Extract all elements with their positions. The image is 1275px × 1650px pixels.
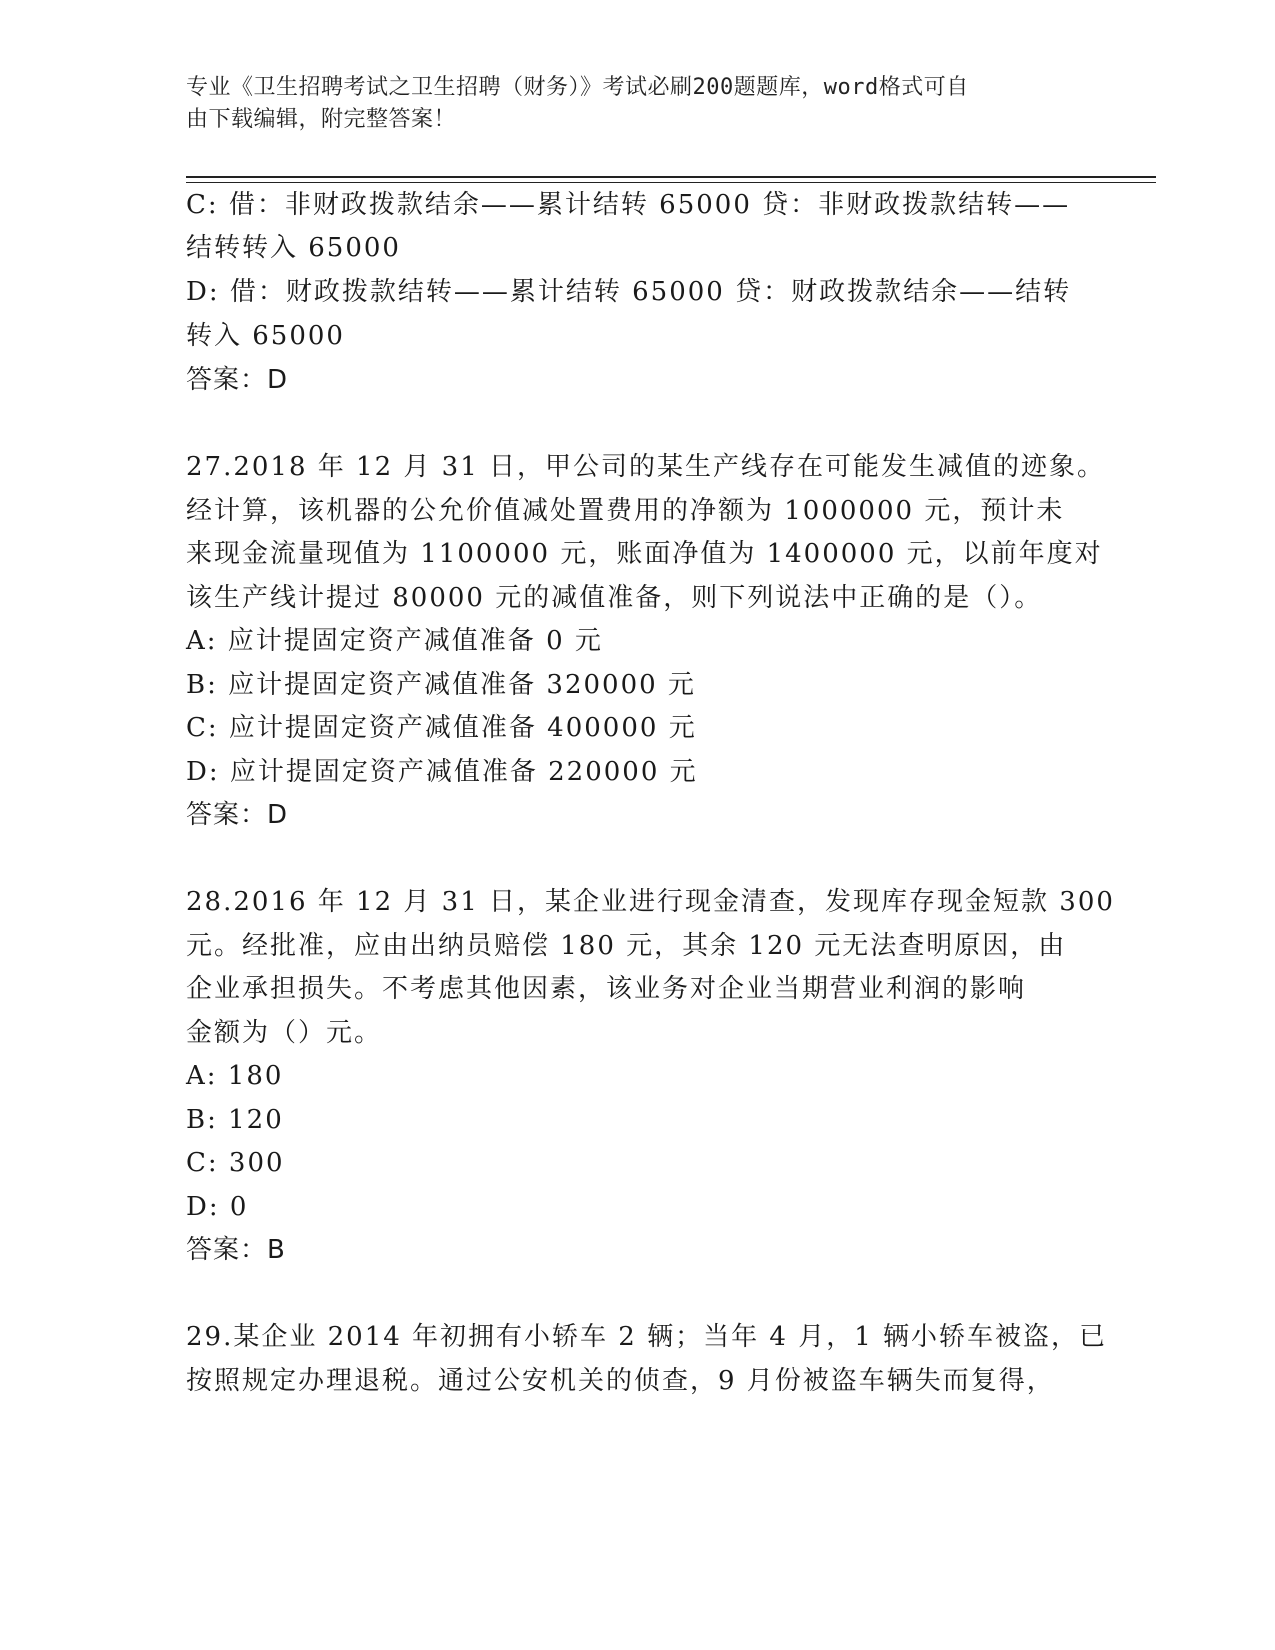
answer-28: 答案：B (186, 1235, 286, 1265)
answer-27: 答案：D (186, 800, 289, 830)
question-27-option-b: B: 应计提固定资产减值准备 320000 元 (186, 670, 696, 700)
header-divider-thick (186, 176, 1156, 178)
question-28-line-4: 金额为（）元。 (186, 1018, 383, 1048)
option-d-line-1: D: 借：财政拨款结转——累计结转 65000 贷：财政拨款结余——结转 (186, 277, 1072, 307)
header-divider-thin (186, 182, 1156, 183)
question-28-option-b: B: 120 (186, 1105, 284, 1135)
question-28-line-3: 企业承担损失。不考虑其他因素，该业务对企业当期营业利润的影响 (186, 974, 1027, 1004)
header-line-2: 由下载编辑，附完整答案！ (186, 107, 457, 132)
question-28-option-a: A: 180 (186, 1061, 284, 1091)
question-28-line-2: 元。经批准，应由出纳员赔偿 180 元，其余 120 元无法查明原因，由 (186, 931, 1067, 961)
question-27-option-c: C: 应计提固定资产减值准备 400000 元 (186, 713, 697, 743)
question-27-option-d: D: 应计提固定资产减值准备 220000 元 (186, 757, 698, 787)
question-28-option-d: D: 0 (186, 1192, 249, 1222)
question-29-line-1: 29.某企业 2014 年初拥有小轿车 2 辆；当年 4 月，1 辆小轿车被盗，已 (186, 1322, 1107, 1352)
header-line-1: 专业《卫生招聘考试之卫生招聘（财务）》考试必刷200题题库，word格式可自 (186, 75, 969, 100)
question-28-option-c: C: 300 (186, 1148, 285, 1178)
option-d-line-2: 转入 65000 (186, 321, 345, 351)
option-c-line-2: 结转转入 65000 (186, 233, 401, 263)
question-27-option-a: A: 应计提固定资产减值准备 0 元 (186, 626, 603, 656)
document-header (186, 72, 1066, 136)
answer-26: 答案：D (186, 365, 289, 395)
question-27-line-2: 经计算，该机器的公允价值减处置费用的净额为 1000000 元，预计未 (186, 496, 1065, 526)
option-c-line-1: C: 借：非财政拨款结余——累计结转 65000 贷：非财政拨款结转—— (186, 190, 1071, 220)
question-28-line-1: 28.2016 年 12 月 31 日，某企业进行现金清查，发现库存现金短款 300 (186, 887, 1115, 917)
question-27-line-4: 该生产线计提过 80000 元的减值准备，则下列说法中正确的是（）。 (186, 583, 1043, 613)
question-27-line-1: 27.2018 年 12 月 31 日，甲公司的某生产线存在可能发生减值的迹象。 (186, 452, 1106, 482)
question-29-line-2: 按照规定办理退税。通过公安机关的侦查，9 月份被盗车辆失而复得， (186, 1366, 1055, 1396)
question-27-line-3: 来现金流量现值为 1100000 元，账面净值为 1400000 元，以前年度对 (186, 539, 1103, 569)
